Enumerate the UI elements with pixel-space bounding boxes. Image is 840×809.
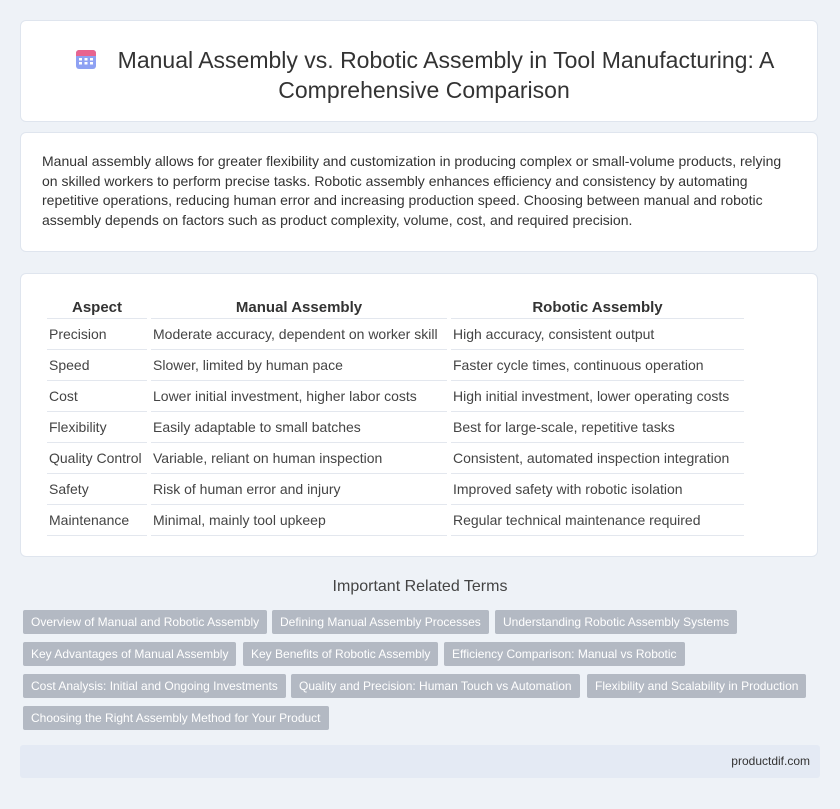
table-row (47, 443, 744, 474)
comparison-table-card (20, 273, 818, 557)
table-cell: Flexibility (47, 412, 147, 443)
table-cell: Moderate accuracy, dependent on worker skill (151, 319, 447, 350)
table-cell: Improved safety with robotic isolation (451, 474, 744, 505)
intro-card (20, 132, 818, 252)
calendar-icon (74, 47, 98, 71)
page-title-text: Manual Assembly vs. Robotic Assembly in Tool Manufacturing: A Comprehensive Comparison (117, 47, 775, 103)
related-term-tag[interactable]: Key Benefits of Robotic Assembly (243, 642, 438, 666)
table-cell: Precision (47, 319, 147, 350)
table-cell: Maintenance (47, 505, 147, 536)
table-row (47, 319, 744, 350)
table-cell: Variable, reliant on human inspection (151, 443, 447, 474)
table-row (47, 412, 744, 443)
related-term-tag[interactable]: Quality and Precision: Human Touch vs Automation (291, 674, 580, 698)
table-row (47, 381, 744, 412)
column-header-manual: Manual Assembly (151, 296, 447, 319)
intro-paragraph: Manual assembly allows for greater flexibility and customization in producing complex or small-volume products, relying on skilled workers to perform precise tasks. Robotic assembly enhances efficiency and consistency by automating repetitive operations, reducing human error and increasing production speed. Choosing between manual and robotic assembly depends on factors such as product complexity, volume, cost, and required precision. (42, 153, 782, 228)
table-cell: Regular technical maintenance required (451, 505, 744, 536)
related-term-tag[interactable]: Defining Manual Assembly Processes (272, 610, 489, 634)
footer-site-link[interactable]: productdif.com (731, 754, 810, 768)
column-header-robotic: Robotic Assembly (451, 296, 744, 319)
table-cell: Consistent, automated inspection integration (451, 443, 744, 474)
table-row (47, 505, 744, 536)
related-term-tag[interactable]: Choosing the Right Assembly Method for Your Product (23, 706, 329, 730)
table-cell: Lower initial investment, higher labor costs (151, 381, 447, 412)
title-card (20, 20, 818, 122)
table-cell: Slower, limited by human pace (151, 350, 447, 381)
table-cell: Faster cycle times, continuous operation (451, 350, 744, 381)
footer (20, 745, 820, 778)
table-cell: Minimal, mainly tool upkeep (151, 505, 447, 536)
table-cell: High accuracy, consistent output (451, 319, 744, 350)
table-cell: Speed (47, 350, 147, 381)
table-row (47, 350, 744, 381)
comparison-table (43, 296, 748, 536)
table-cell: Safety (47, 474, 147, 505)
table-cell: Easily adaptable to small batches (151, 412, 447, 443)
table-header-row (47, 296, 744, 319)
page-title (51, 45, 797, 105)
table-cell: Quality Control (47, 443, 147, 474)
table-cell: Risk of human error and injury (151, 474, 447, 505)
table-cell: Best for large-scale, repetitive tasks (451, 412, 744, 443)
related-term-tag[interactable]: Cost Analysis: Initial and Ongoing Investments (23, 674, 286, 698)
table-cell: High initial investment, lower operating costs (451, 381, 744, 412)
table-cell: Cost (47, 381, 147, 412)
related-terms-title: Important Related Terms (332, 578, 508, 595)
column-header-aspect: Aspect (47, 296, 147, 319)
related-term-tag[interactable]: Overview of Manual and Robotic Assembly (23, 610, 267, 634)
related-term-tag[interactable]: Efficiency Comparison: Manual vs Robotic (444, 642, 685, 666)
related-term-tag[interactable]: Understanding Robotic Assembly Systems (495, 610, 737, 634)
related-term-tag[interactable]: Flexibility and Scalability in Production (587, 674, 806, 698)
table-row (47, 474, 744, 505)
related-term-tag[interactable]: Key Advantages of Manual Assembly (23, 642, 236, 666)
